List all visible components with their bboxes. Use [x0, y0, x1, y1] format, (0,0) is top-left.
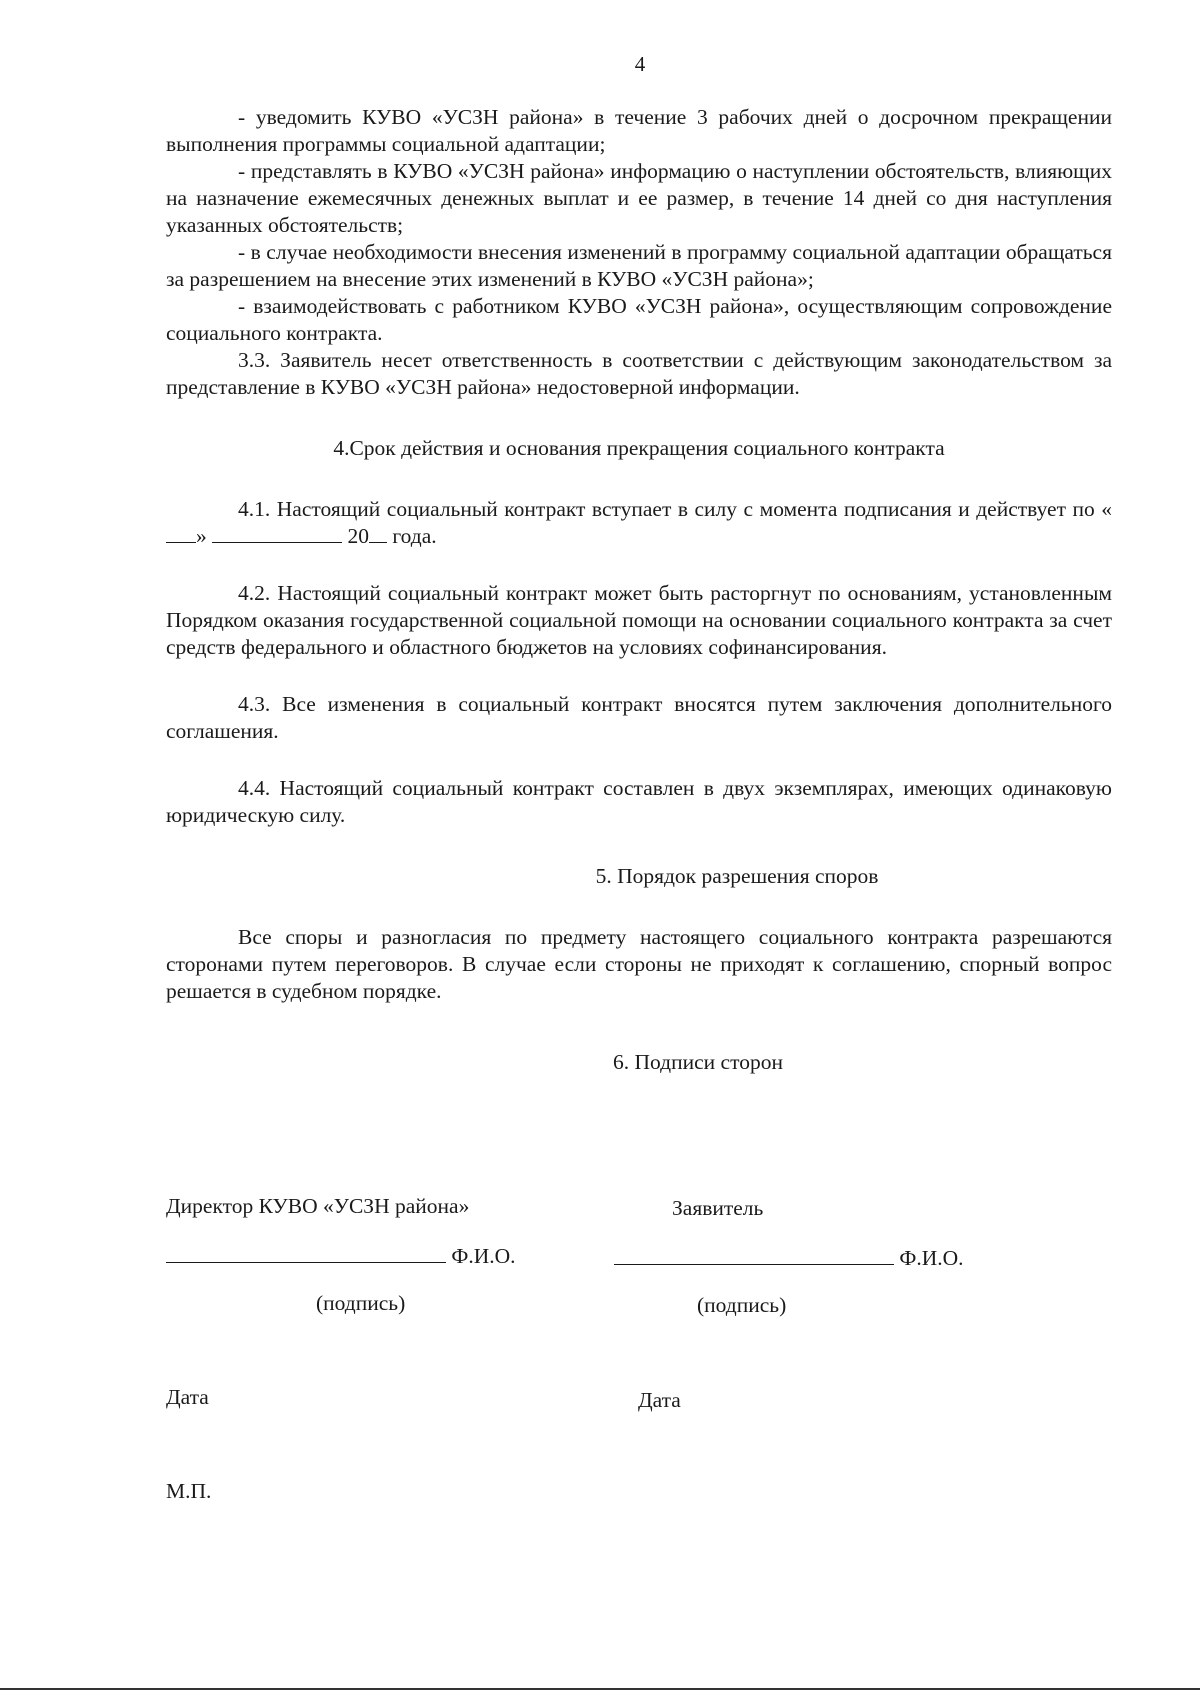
- obligation-item: - представлять в КУВО «УСЗН района» информацию о наступлении обстоятельств, влияющих на назначение ежемесячных денежных выплат и ее размер, в течение 14 дней со дня наступления указанных обстоятельств;: [166, 159, 1112, 237]
- year-blank: [369, 524, 387, 543]
- section-5-title: 5. Порядок разрешения споров: [595, 864, 879, 888]
- clause-4-3: 4.3. Все изменения в социальный контракт вносятся путем заключения дополнительного соглашения.: [166, 692, 1112, 743]
- month-blank: [212, 524, 342, 543]
- director-signature-blank: [166, 1244, 446, 1263]
- stamp-label: М.П.: [166, 1479, 212, 1503]
- clause-4-2: 4.2. Настоящий социальный контракт может быть расторгнут по основаниям, установленным Порядком оказания государственной социальной помощи на основании социального контракта за счет средств федерального и областного бюджетов на условиях софинансирования.: [166, 581, 1112, 659]
- applicant-label: Заявитель: [672, 1196, 764, 1220]
- director-date-label: Дата: [166, 1385, 209, 1409]
- applicant-fio-label: Ф.И.О.: [899, 1246, 964, 1270]
- director-signature-line: [166, 1243, 516, 1270]
- obligation-item: - в случае необходимости внесения изменений в программу социальной адаптации обращаться за разрешением на внесение этих изменений в КУВО «УСЗН района»;: [166, 240, 1112, 291]
- clause-4-1-text: 4.1. Настоящий социальный контракт вступает в силу с момента подписания и действует по «: [238, 497, 1112, 521]
- director-fio-label: Ф.И.О.: [451, 1244, 516, 1268]
- section-5-text: Все споры и разногласия по предмету настоящего социального контракта разрешаются сторонами путем переговоров. В случае если стороны не приходят к соглашению, спорный вопрос решается в судебном порядке.: [166, 925, 1112, 1003]
- scan-edge-line: [0, 1688, 1200, 1690]
- section-4-title: 4.Срок действия и основания прекращения социального контракта: [333, 436, 945, 460]
- director-signature-caption: (подпись): [316, 1291, 406, 1315]
- day-blank: [166, 524, 196, 543]
- section-6-title: 6. Подписи сторон: [613, 1050, 783, 1074]
- document-body: [166, 104, 1112, 1076]
- obligation-item: - уведомить КУВО «УСЗН района» в течение 3 рабочих дней о досрочном прекращении выполнения программы социальной адаптации;: [166, 105, 1112, 156]
- clause-4-1-end: года.: [392, 524, 437, 548]
- applicant-signature-caption: (подпись): [697, 1293, 787, 1317]
- clause-4-4: 4.4. Настоящий социальный контракт составлен в двух экземплярах, имеющих одинаковую юридическую силу.: [166, 776, 1112, 827]
- year-prefix: 20: [347, 524, 369, 548]
- applicant-date-label: Дата: [638, 1388, 681, 1412]
- clause-3-3: 3.3. Заявитель несет ответственность в соответствии с действующим законодательством за представление в КУВО «УСЗН района» недостоверной информации.: [166, 348, 1112, 399]
- clause-4-1: [166, 496, 1112, 550]
- applicant-signature-blank: [614, 1246, 894, 1265]
- page-number: 4: [634, 52, 646, 76]
- obligation-item: - взаимодействовать с работником КУВО «УСЗН района», осуществляющим сопровождение социального контракта.: [166, 294, 1112, 345]
- applicant-signature-line: [614, 1245, 964, 1272]
- quote-close: »: [196, 524, 207, 548]
- director-label: Директор КУВО «УСЗН района»: [166, 1194, 470, 1218]
